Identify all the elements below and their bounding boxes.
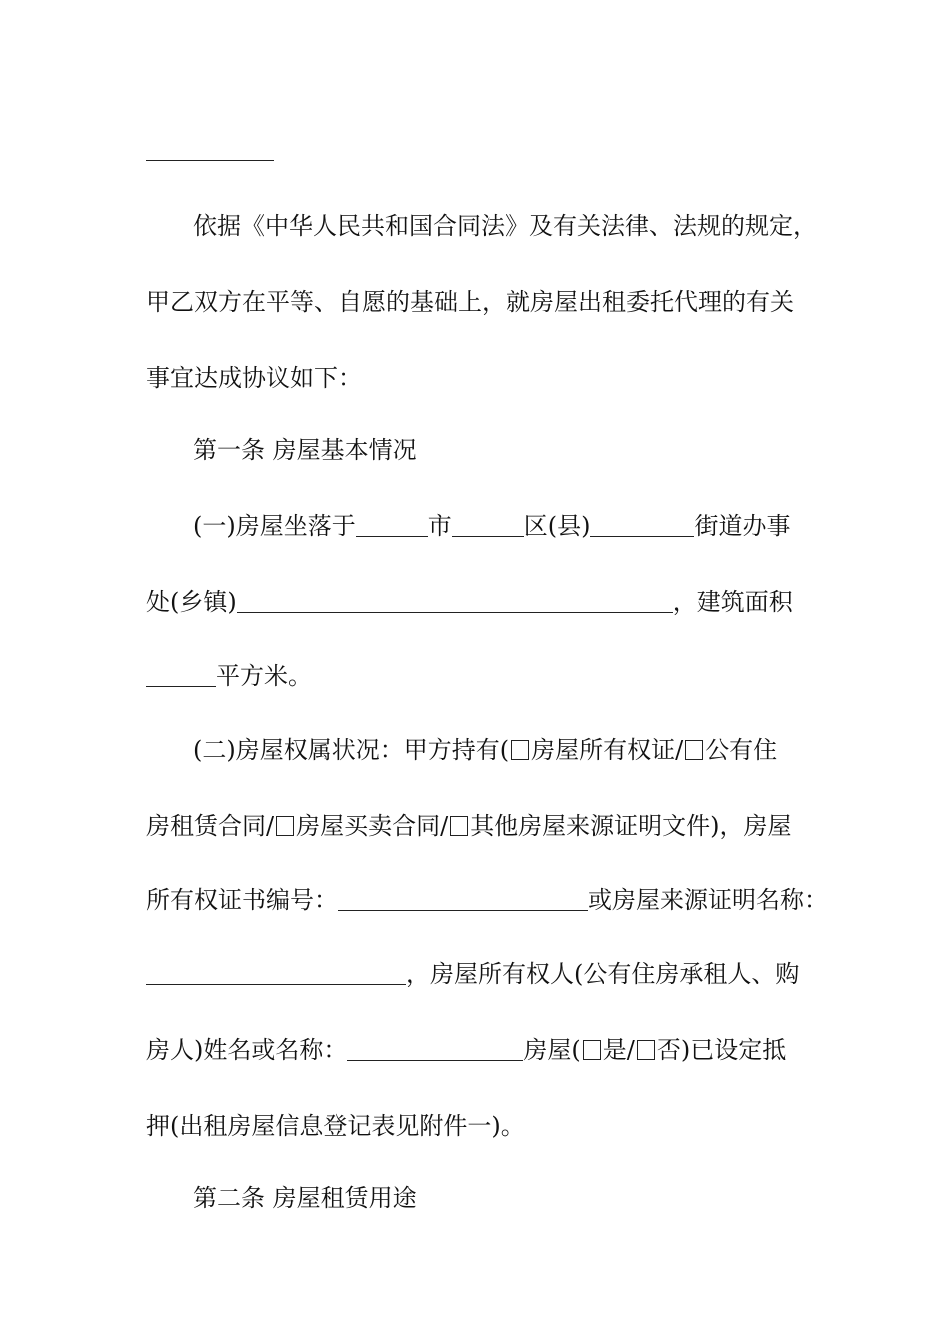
blank-area[interactable] <box>146 664 216 687</box>
text-segment: 房屋所有权证/ <box>531 736 684 764</box>
text-segment: 处(乡镇) <box>146 588 237 616</box>
blank-source-doc-name[interactable] <box>146 962 406 985</box>
checkbox-purchase-contract[interactable] <box>276 816 294 836</box>
text-segment: ，建筑面积 <box>672 588 793 616</box>
text-segment: (二)房屋权属状况：甲方持有( <box>193 736 510 764</box>
article1-item1-line3 <box>146 656 950 696</box>
article1-item1-line2 <box>146 582 950 622</box>
checkbox-other-docs[interactable] <box>450 816 468 836</box>
checkbox-mortgage-yes[interactable] <box>583 1040 601 1060</box>
text-segment: ，房屋所有权人(公有住房承租人、购 <box>406 960 800 988</box>
text-segment: 区(县) <box>523 512 591 540</box>
blank-township[interactable] <box>237 590 673 613</box>
article1-item2-line1 <box>193 730 950 770</box>
text-segment: 房人)姓名或名称： <box>146 1036 348 1064</box>
article1-item2-line3 <box>146 880 950 920</box>
text-segment: 所有权证书编号： <box>146 886 338 914</box>
text-segment: 是/ <box>602 1036 635 1064</box>
blank-cert-number[interactable] <box>338 888 588 911</box>
article1-item2-line4 <box>146 954 950 994</box>
article1-item1-line1 <box>193 506 950 546</box>
article1-heading: 第一条 房屋基本情况 <box>193 436 417 464</box>
text-segment: 否)已设定抵 <box>656 1036 787 1064</box>
checkbox-ownership-cert[interactable] <box>511 740 529 760</box>
text-segment: (一)房屋坐落于 <box>193 512 356 540</box>
text-segment: 房屋( <box>523 1036 581 1064</box>
blank-city[interactable] <box>356 514 428 537</box>
checkbox-mortgage-no[interactable] <box>637 1040 655 1060</box>
text-segment: 其他房屋来源证明文件)，房屋 <box>470 812 792 840</box>
intro-line-1: 依据《中华人民共和国合同法》及有关法律、法规的规定， <box>193 212 817 240</box>
top-blank-line <box>146 160 274 161</box>
blank-street[interactable] <box>590 514 694 537</box>
text-segment: 房屋买卖合同/ <box>296 812 449 840</box>
article1-item2-line5 <box>146 1030 950 1070</box>
text-segment: 市 <box>427 512 452 540</box>
checkbox-public-housing[interactable] <box>685 740 703 760</box>
blank-owner-name[interactable] <box>347 1038 523 1061</box>
text-segment: 平方米。 <box>216 662 312 690</box>
text-segment: 街道办事 <box>694 512 791 540</box>
intro-line-3: 事宜达成协议如下： <box>146 364 362 392</box>
text-segment: 或房屋来源证明名称： <box>588 886 828 914</box>
article1-item2-line6: 押(出租房屋信息登记表见附件一)。 <box>146 1112 525 1140</box>
blank-district[interactable] <box>452 514 524 537</box>
intro-line-2: 甲乙双方在平等、自愿的基础上，就房屋出租委托代理的有关 <box>146 288 794 316</box>
article2-heading: 第二条 房屋租赁用途 <box>193 1184 417 1212</box>
text-segment: 公有住 <box>705 736 778 764</box>
article1-item2-line2 <box>146 806 950 846</box>
text-segment: 房租赁合同/ <box>146 812 275 840</box>
